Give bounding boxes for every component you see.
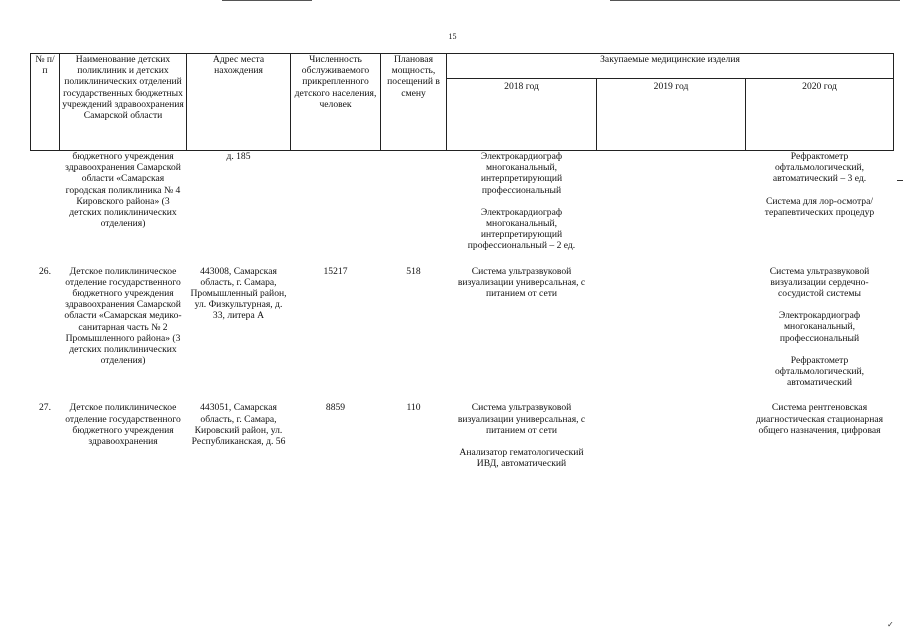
row-devices-2019: [597, 396, 746, 469]
table-row: [31, 151, 894, 260]
row-population: 15217: [323, 265, 348, 277]
header-num: № п/п: [31, 54, 60, 151]
page-number: 15: [448, 32, 457, 41]
row-address: 443051, Самарская область, г. Самара, Кировский район, ул. Республиканская, д. 56: [191, 402, 286, 448]
corner-tick-mark: ✓: [887, 620, 894, 629]
row-capacity: 518: [406, 265, 421, 277]
row-devices-2020: [746, 151, 894, 260]
row-devices-2019: [597, 260, 746, 397]
table-row: [31, 260, 894, 397]
row-name: бюджетного учреждения здравоохранения Самарской области «Самарская городская поликлиника № 4 Кировского района» (3 детских поликлинических отделения): [65, 151, 181, 230]
device-item: Электрокардиограф многоканальный, интерпретирующий профессиональный: [480, 151, 563, 196]
row-num: 26.: [39, 265, 51, 277]
header-address: Адрес места нахождения: [187, 54, 291, 151]
device-item: Рефрактометр офтальмологический, автоматический: [774, 354, 865, 389]
row-devices-2018: [447, 396, 597, 469]
row-devices-2020: [746, 396, 894, 469]
header-capacity: Плановая мощность, посещений в смену: [381, 54, 447, 151]
row-population: [291, 151, 381, 260]
header-devices: Закупаемые медицинские изделия: [447, 54, 894, 79]
row-num: [31, 151, 60, 260]
device-item: Система ультразвуковой визуализации универсальная, с питанием от сети: [457, 265, 586, 300]
device-item: Система ультразвуковой визуализации универсальная, с питанием от сети: [457, 402, 586, 436]
row-devices-2019: [597, 151, 746, 260]
top-edge-mark: [222, 0, 312, 1]
table-header: [31, 54, 894, 151]
header-year-2018: 2018 год: [447, 79, 597, 151]
medical-devices-table: [30, 53, 894, 469]
device-item: Система рентгеновская диагностическая стационарная общего назначения, цифровая: [756, 402, 884, 436]
table-body: [31, 151, 894, 470]
margin-dash: [897, 180, 903, 181]
row-devices-2018: [447, 260, 597, 397]
row-name: Детское поликлиническое отделение государственного бюджетного учреждения здравоохранения Самарской области «Самарская медико-санитарная часть № 2 Промышленного района» (3 детских поликлинических отделения): [64, 265, 182, 367]
row-devices-2018: [447, 151, 597, 260]
row-address: д. 185: [226, 151, 251, 162]
top-edge-rule: [610, 0, 900, 1]
header-name: Наименование детских поликлиник и детских поликлинических отделений государственных бюджетных учреждений здравоохранения Самарской области: [60, 54, 187, 151]
device-item: Рефрактометр офтальмологический, автоматический – 3 ед.: [772, 151, 867, 185]
header-population: Численность обслуживаемого прикрепленного детского населения, человек: [291, 54, 381, 151]
row-capacity: [381, 151, 447, 260]
header-year-2020: 2020 год: [746, 79, 894, 151]
row-population: 8859: [325, 402, 346, 414]
row-name: Детское поликлиническое отделение государственного бюджетного учреждения здравоохранения: [65, 402, 181, 448]
row-devices-2020: [746, 260, 894, 397]
device-item: Электрокардиограф многоканальный, профессиональный: [778, 310, 861, 344]
row-capacity: 110: [406, 402, 421, 414]
row-num: 27.: [39, 402, 51, 414]
device-item: Система ультразвуковой визуализации сердечно-сосудистой системы: [769, 265, 870, 300]
row-address: 443008, Самарская область, г. Самара, Промышленный район, ул. Физкультурная, д. 33, литера А: [190, 265, 287, 322]
device-item: Система для лор-осмотра/терапевтических процедур: [764, 195, 875, 218]
device-item: Анализатор гематологический ИВД, автоматический: [459, 447, 584, 470]
table-row: [31, 396, 894, 469]
device-item: Электрокардиограф многоканальный, интерпретирующий профессиональный – 2 ед.: [467, 206, 576, 252]
header-year-2019: 2019 год: [597, 79, 746, 151]
